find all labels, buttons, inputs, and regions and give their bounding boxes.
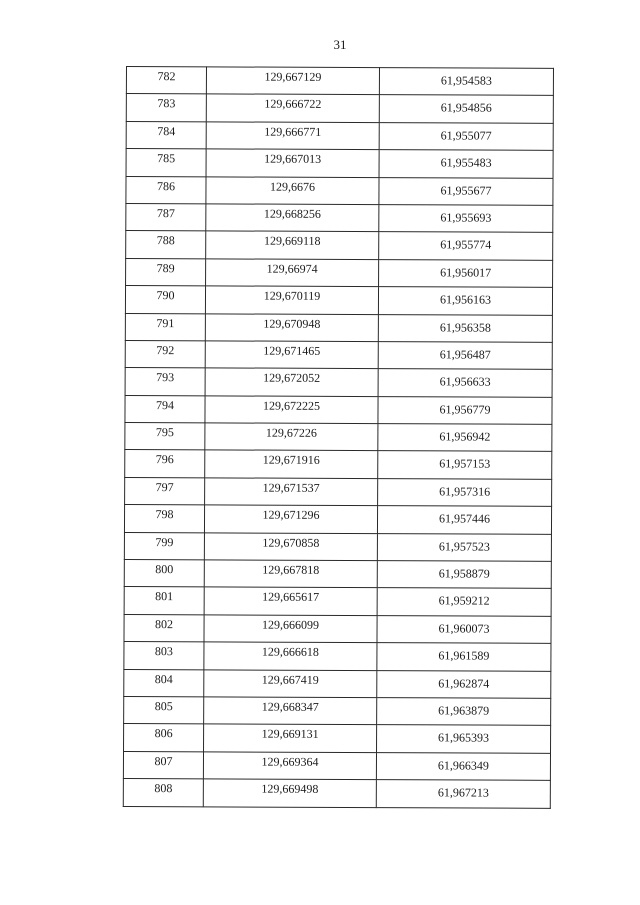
table-row — [124, 587, 551, 616]
coordinate-x-cell: 129,672052 — [205, 368, 378, 396]
coordinate-y-cell: 61,961589 — [377, 643, 551, 671]
coordinate-y-cell: 61,967213 — [376, 780, 550, 808]
point-number-cell: 783 — [126, 94, 206, 122]
coordinate-x-cell: 129,666618 — [204, 642, 377, 670]
coordinate-y-cell: 61,960073 — [377, 615, 551, 643]
table-row — [126, 67, 553, 96]
point-number-cell: 786 — [126, 176, 206, 204]
table-row — [125, 368, 552, 397]
point-number-cell: 798 — [124, 505, 204, 533]
table-row — [124, 532, 551, 561]
point-number-cell: 797 — [125, 477, 205, 505]
point-number-cell: 805 — [124, 696, 204, 724]
coordinate-y-cell: 61,956017 — [379, 259, 553, 287]
coordinate-x-cell: 129,671465 — [205, 341, 378, 369]
coordinates-table-body — [123, 67, 553, 808]
coordinate-x-cell: 129,668347 — [204, 697, 377, 725]
point-number-cell: 806 — [124, 724, 204, 752]
coordinate-x-cell: 129,669118 — [206, 231, 379, 259]
table-row — [126, 176, 553, 205]
table-row — [123, 751, 550, 780]
point-number-cell: 803 — [124, 642, 204, 670]
coordinate-y-cell: 61,956633 — [378, 369, 552, 397]
coordinate-x-cell: 129,667419 — [204, 669, 377, 697]
table-row — [125, 340, 552, 369]
table-row — [124, 560, 551, 589]
coordinate-y-cell: 61,956358 — [378, 314, 552, 342]
point-number-cell: 799 — [124, 532, 204, 560]
coordinate-y-cell: 61,963879 — [377, 698, 551, 726]
coordinate-x-cell: 129,671296 — [204, 505, 377, 533]
point-number-cell: 787 — [126, 203, 206, 231]
table-row — [124, 724, 551, 753]
table-row — [124, 696, 551, 725]
point-number-cell: 790 — [125, 286, 205, 314]
coordinate-x-cell: 129,6676 — [206, 176, 379, 204]
point-number-cell: 807 — [123, 751, 203, 779]
coordinate-y-cell: 61,955677 — [379, 177, 553, 205]
table-row — [126, 94, 553, 123]
table-row — [126, 258, 553, 287]
point-number-cell: 793 — [125, 368, 205, 396]
coordinate-y-cell: 61,956942 — [378, 424, 552, 452]
table-row — [124, 669, 551, 698]
coordinate-y-cell: 61,959212 — [377, 588, 551, 616]
page-number: 31 — [333, 37, 347, 52]
table-row — [126, 149, 553, 178]
coordinate-x-cell: 129,669364 — [203, 752, 376, 780]
coordinate-y-cell: 61,955774 — [379, 232, 553, 260]
coordinate-x-cell: 129,666722 — [206, 94, 379, 122]
point-number-cell: 804 — [124, 669, 204, 697]
point-number-cell: 801 — [124, 587, 204, 615]
table-row — [125, 423, 552, 452]
coordinate-x-cell: 129,670119 — [205, 286, 378, 314]
point-number-cell: 788 — [126, 231, 206, 259]
coordinate-x-cell: 129,666099 — [204, 615, 377, 643]
coordinate-y-cell: 61,956487 — [378, 342, 552, 370]
coordinate-y-cell: 61,956779 — [378, 396, 552, 424]
coordinate-y-cell: 61,958879 — [377, 561, 551, 589]
table-row — [126, 231, 553, 260]
coordinate-x-cell: 129,667129 — [206, 67, 379, 95]
point-number-cell: 796 — [125, 450, 205, 478]
table-row — [126, 121, 553, 150]
coordinate-y-cell: 61,955483 — [379, 150, 553, 178]
coordinate-y-cell: 61,957446 — [377, 506, 551, 534]
coordinates-table-container — [123, 66, 553, 808]
point-number-cell: 800 — [124, 560, 204, 588]
coordinate-x-cell: 129,666771 — [206, 122, 379, 150]
coordinate-x-cell: 129,667818 — [204, 560, 377, 588]
coordinate-y-cell: 61,965393 — [377, 725, 551, 753]
point-number-cell: 794 — [125, 395, 205, 423]
table-row — [125, 395, 552, 424]
coordinate-y-cell: 61,957153 — [378, 451, 552, 479]
table-row — [126, 203, 553, 232]
coordinate-y-cell: 61,954583 — [379, 68, 553, 96]
coordinate-y-cell: 61,956163 — [378, 287, 552, 315]
table-row — [124, 505, 551, 534]
coordinate-x-cell: 129,670948 — [205, 313, 378, 341]
coordinate-x-cell: 129,672225 — [205, 396, 378, 424]
point-number-cell: 789 — [126, 258, 206, 286]
coordinate-x-cell: 129,671916 — [205, 450, 378, 478]
coordinate-y-cell: 61,962874 — [377, 670, 551, 698]
point-number-cell: 792 — [125, 340, 205, 368]
coordinate-y-cell: 61,954856 — [379, 95, 553, 123]
coordinate-y-cell: 61,955693 — [379, 205, 553, 233]
coordinate-x-cell: 129,667013 — [206, 149, 379, 177]
point-number-cell: 802 — [124, 614, 204, 642]
coordinate-x-cell: 129,665617 — [204, 587, 377, 615]
table-row — [124, 614, 551, 643]
coordinate-y-cell: 61,966349 — [376, 752, 550, 780]
coordinate-y-cell: 61,957316 — [378, 478, 552, 506]
table-row — [124, 642, 551, 671]
table-row — [125, 450, 552, 479]
coordinate-y-cell: 61,957523 — [377, 533, 551, 561]
coordinate-x-cell: 129,669131 — [204, 724, 377, 752]
coordinate-x-cell: 129,668256 — [206, 204, 379, 232]
coordinate-x-cell: 129,670858 — [204, 532, 377, 560]
coordinate-y-cell: 61,955077 — [379, 122, 553, 150]
point-number-cell: 791 — [125, 313, 205, 341]
table-row — [123, 779, 550, 808]
coordinates-table — [123, 66, 554, 808]
point-number-cell: 785 — [126, 149, 206, 177]
coordinate-x-cell: 129,669498 — [203, 779, 376, 807]
point-number-cell: 808 — [123, 779, 203, 807]
coordinate-x-cell: 129,66974 — [206, 259, 379, 287]
table-row — [125, 477, 552, 506]
point-number-cell: 795 — [125, 423, 205, 451]
point-number-cell: 782 — [126, 67, 206, 95]
coordinate-x-cell: 129,67226 — [205, 423, 378, 451]
table-row — [125, 313, 552, 342]
point-number-cell: 784 — [126, 121, 206, 149]
coordinate-x-cell: 129,671537 — [205, 478, 378, 506]
table-row — [125, 286, 552, 315]
